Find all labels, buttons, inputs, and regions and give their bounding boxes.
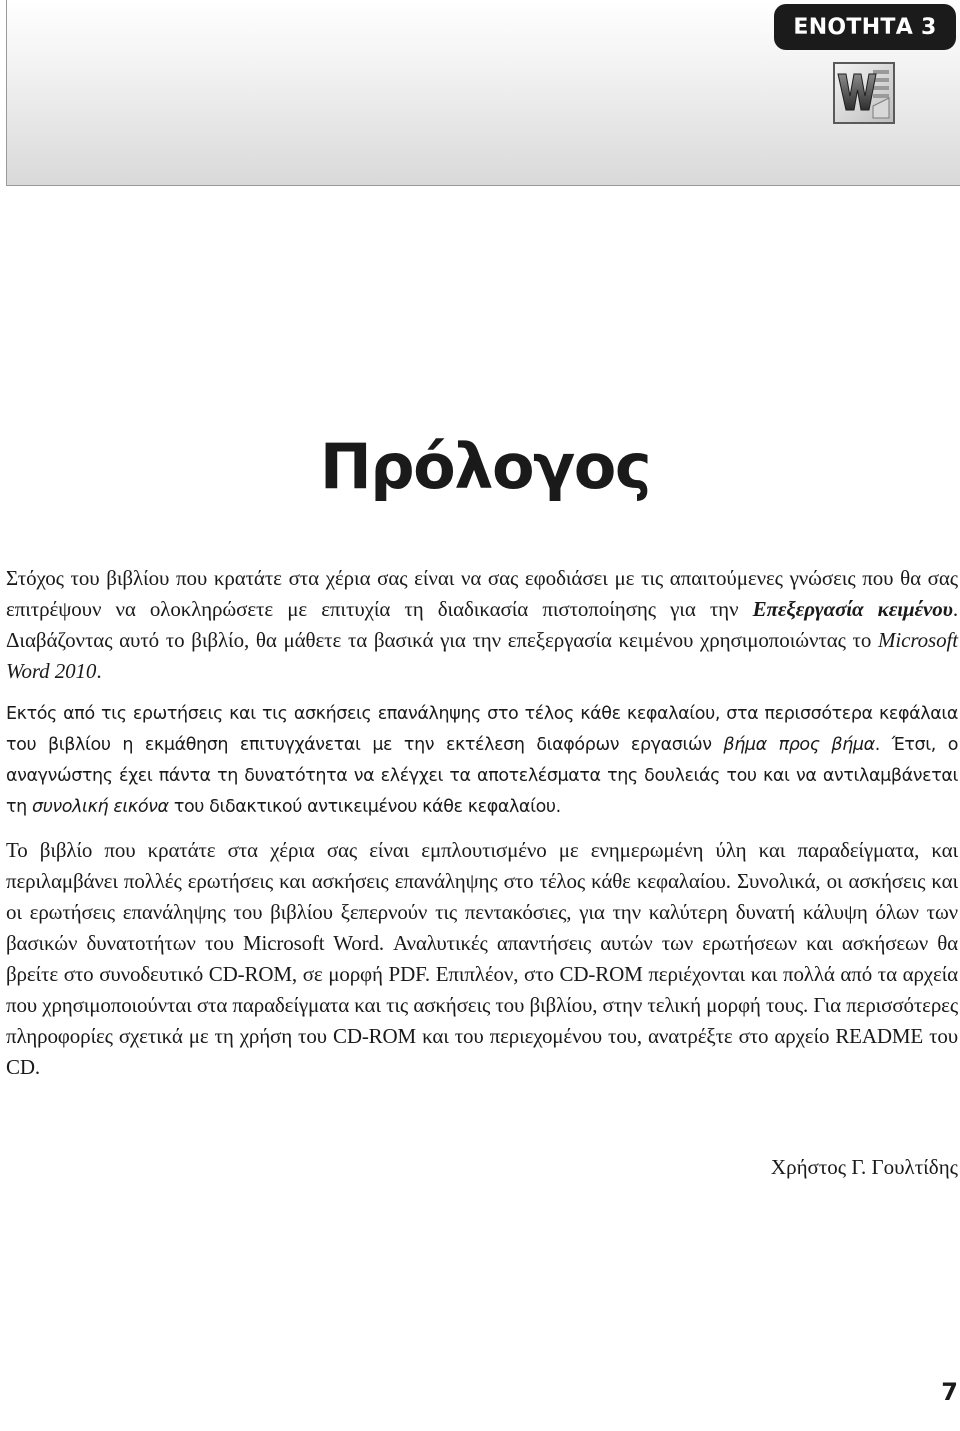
method-emphasis-step: βήμα προς βήμα [723, 735, 875, 755]
intro-text-1: Στόχος του βιβλίου που κρατάτε στα χέρια σας είναι να σας εφοδιάσει με τις απαιτούμενες γνώσεις που θα σας επιτρέψουν να ολοκληρώσετε με επιτυχία τη διαδικασία πιστοποίησης για την [6, 566, 958, 621]
intro-text-3: . [96, 659, 102, 683]
author-signature: Χρήστος Γ. Γουλτίδης [770, 1155, 958, 1179]
chapter-title: Πρόλογος [319, 430, 651, 503]
word-logo-icon [833, 62, 895, 124]
intro-text-2: . Διαβάζοντας αυτό το βιβλίο, θα μάθετε τα βασικά για την επεξεργασία κειμένου χρησιμοποιώντας το [6, 597, 958, 652]
section-badge: ΕΝΟΤΗΤΑ 3 [774, 4, 956, 50]
intro-emphasis-software: Microsoft Word 2010 [6, 628, 958, 683]
preface-body [6, 563, 958, 1083]
method-text-3: του διδακτικού αντικειμένου κάθε κεφαλαίου. [168, 797, 561, 817]
intro-emphasis-course: Επεξεργασία κειμένου [752, 597, 953, 621]
paragraph-contents: Το βιβλίο που κρατάτε στα χέρια σας είναι εμπλουτισμένο με ενημερωμένη ύλη και παραδείγματα, και περιλαμβάνει πολλές ερωτήσεις και ασκήσεις επανάληψης στο τέλος κάθε κεφαλαίου. Συνολικά, οι ασκήσεις και οι ερωτήσεις επανάληψης του βιβλίου ξεπερνούν τις πεντακόσιες, για την καλύτερη δυνατή κάλυψη όλων των βασικών δυνατοτήτων του Microsoft Word. Αναλυτικές απαντήσεις αυτών των ερωτήσεων και ασκήσεων θα βρείτε στο συνοδευτικό CD-ROM, σε μορφή PDF. Επιπλέον, στο CD-ROM περιέχονται και πολλά από τα αρχεία που χρησιμοποιούνται στα παραδείγματα και τις ασκήσεις του βιβλίου, στην τελική μορφή τους. Για περισσότερες πληροφορίες σχετικά με τη χρήση του CD-ROM και του περιεχομένου του, ανατρέξτε στο αρχείο README του CD. [6, 838, 958, 1079]
method-emphasis-overview: συνολική εικόνα [32, 797, 169, 817]
paragraph-intro [6, 563, 958, 687]
paragraph-method [6, 699, 958, 823]
method-text-1: Εκτός από τις ερωτήσεις και τις ασκήσεις επανάληψης στο τέλος κάθε κεφαλαίου, στα περισσότερα κεφάλαια του βιβλίου η εκμάθηση επιτυγχάνεται με την εκτέλεση διαφόρων εργασιών [6, 704, 958, 755]
method-text-2: . Έτσι, ο αναγνώστης έχει πάντα τη δυνατότητα να ελέγχει τα αποτελέσματα της δουλειάς του και να αντιλαμβάνεται τη [6, 735, 958, 817]
page-number: 7 [941, 1378, 958, 1406]
